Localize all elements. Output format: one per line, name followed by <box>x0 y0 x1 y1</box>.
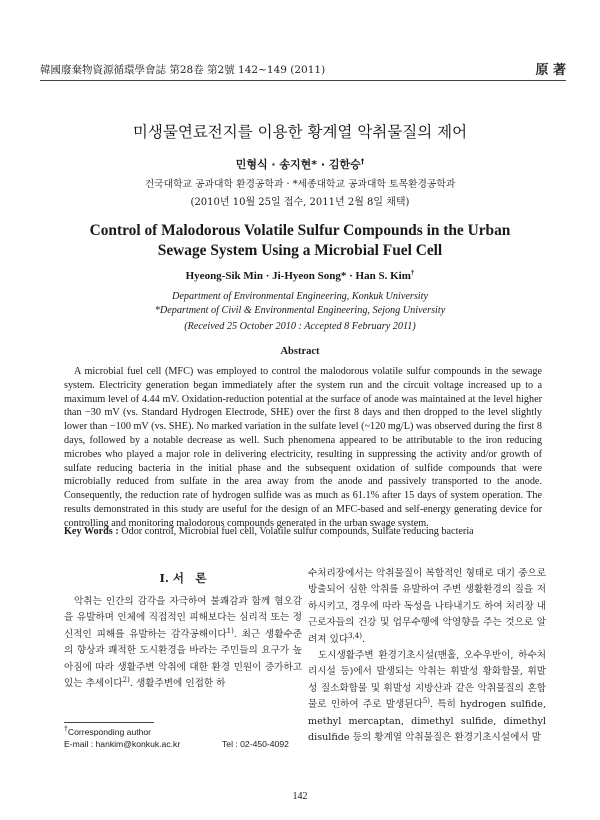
english-affiliation-1: Department of Environmental Engineering, Konkuk University <box>172 291 428 302</box>
right-paragraph-1 <box>308 566 546 648</box>
korean-affiliation: 건국대학교 공과대학 환경공학과 · *세종대학교 공과대학 토목환경공학과 <box>144 179 456 190</box>
footnote-email: E-mail : hankim@konkuk.ac.kr <box>64 739 181 749</box>
intro-text-b: . 최근 생활수준의 향상과 쾌적한 도시환경을 바라는 주민들의 요구가 높아짐에 따라 생활주변 악취에 대한 환경 민원이 증가하고 있는 추세이다 <box>64 628 302 690</box>
journal-header <box>40 62 566 77</box>
keywords-list: Odor control, Microbial fuel cell, Volatile sulfur compounds, Sulfate reducing bacteria <box>118 526 474 537</box>
corresponding-mark: † <box>360 157 365 166</box>
citation-5: 5) <box>422 697 430 706</box>
keywords-label: Key Words : <box>64 526 119 537</box>
english-title-line-2: Sewage System Using a Microbial Fuel Cell <box>157 242 443 259</box>
citation-1: 1) <box>226 626 234 635</box>
korean-title: 미생물연료전지를 이용한 황계열 악취물질의 제어 <box>132 123 468 141</box>
page-number: 142 <box>292 791 308 802</box>
intro-text-a: 악취는 인간의 감각을 자극하여 불쾌감과 함께 혐오감을 유발하며 인체에 직접적인 피해보다는 심리적 또는 정신적인 피해를 유발하는 감각공해이다 <box>64 596 302 640</box>
section-heading-introduction: I. 서 론 <box>159 571 207 585</box>
english-title <box>0 221 600 261</box>
citation-3-4: 3,4) <box>348 631 362 640</box>
footnote <box>64 726 304 750</box>
article-type: 原 著 <box>535 63 566 78</box>
english-author-names: Hyeong-Sik Min · Ji-Hyeon Song* · Han S. Kim <box>185 270 411 282</box>
english-title-line-1: Control of Malodorous Volatile Sulfur Compounds in the Urban <box>89 222 511 239</box>
footnote-label: Corresponding author <box>67 727 152 737</box>
korean-author-names: 민형식 · 송지현* · 김한승 <box>235 158 361 171</box>
korean-dates: (2010년 10월 25일 접수, 2011년 2월 8일 채택) <box>190 197 410 208</box>
right-text-a-end: . <box>362 633 366 645</box>
right-column <box>308 566 546 746</box>
journal-citation: 韓國廢棄物資源循環學會誌 第28卷 第2號 142~149 (2011) <box>40 64 326 76</box>
abstract-heading: Abstract <box>280 346 320 357</box>
right-text-c: . 특히 hydrogen sulfide, methyl mercaptan, dimethyl sulfide, dimethyl disulfide 등의 황계열 악취물질은 환경기초시설에서 발 <box>308 699 546 744</box>
left-column <box>64 566 302 692</box>
abstract-body: A microbial fuel cell (MFC) was employed to control the malodorous volatile sulfur compounds in the sewage system. Electricity generation began immediately after the system run and the circuit voltage increased up to a maximum level of 4.44 mV. Oxidation-reduction potential at the surface of anode was maintained at the level higher than −30 mV (vs. Standard Hydrogen Electrode, SHE) over the first 8 days and then dropped to the level slightly lower than −100 mV (vs. SHE). No marked variation in the sulfate level (~120 mg/L) was observed during the first 8 days, followed by a notable decrease as well. Such phenomena appeared to be attributable to the iron reducing microbes who played a major role in delivering electricity, resulting in suppressing the activity and/or growth of sulfate reducing bacteria in the initial phase and the subsequent oxidation of sulfide compounds that were microbially reduced from sulfate in the area away from the anode and passively transported to the anode. Consequently, the reduction rate of hydrogen sulfide was as much as 61.1% after 15 days of system operation. The results demonstrated in this study are useful for the design of an MFC-based and self-energy generating device for controlling and monitoring malodorous compounds generated in the urban swage system. <box>64 366 542 529</box>
footnote-rule <box>64 722 154 723</box>
footnote-corresponding <box>64 726 304 738</box>
intro-paragraph <box>64 594 302 692</box>
footnote-mark: † <box>64 726 68 734</box>
corresponding-mark-en: † <box>410 268 415 277</box>
english-authors <box>0 270 600 282</box>
korean-authors <box>0 156 600 172</box>
keywords <box>64 526 542 537</box>
right-text-a: 수처리장에서는 악취물질이 복합적인 형태로 대기 중으로 방출되어 심한 악취를 유발하여 주변 생활환경의 질을 저하시키고, 경우에 따라 독성을 나타내기도 하여 처리장 내 근로자들의 건강 및 업무수행에 악영향을 주는 것으로 알려져 있다 <box>308 568 546 645</box>
citation-2: 2) <box>122 675 130 684</box>
header-rule <box>40 80 566 81</box>
right-text-b: 도시생활주변 환경기초시설(맨홀, 오수우반이, 하수처리시설 등)에서 발생되는 악취는 휘발성 황화합물, 휘발성 질소화합물 및 휘발성 지방산과 같은 악취물질의 혼합물로 인하여 주로 발생된다 <box>308 650 546 711</box>
right-paragraph-2 <box>308 648 546 746</box>
footnote-tel: Tel : 02-450-4092 <box>222 739 289 749</box>
english-dates: (Received 25 October 2010 : Accepted 8 February 2011) <box>184 321 416 332</box>
intro-text-c: . 생활주변에 인접한 하 <box>129 678 226 690</box>
english-affiliation-2: *Department of Civil & Environmental Engineering, Sejong University <box>154 305 446 316</box>
